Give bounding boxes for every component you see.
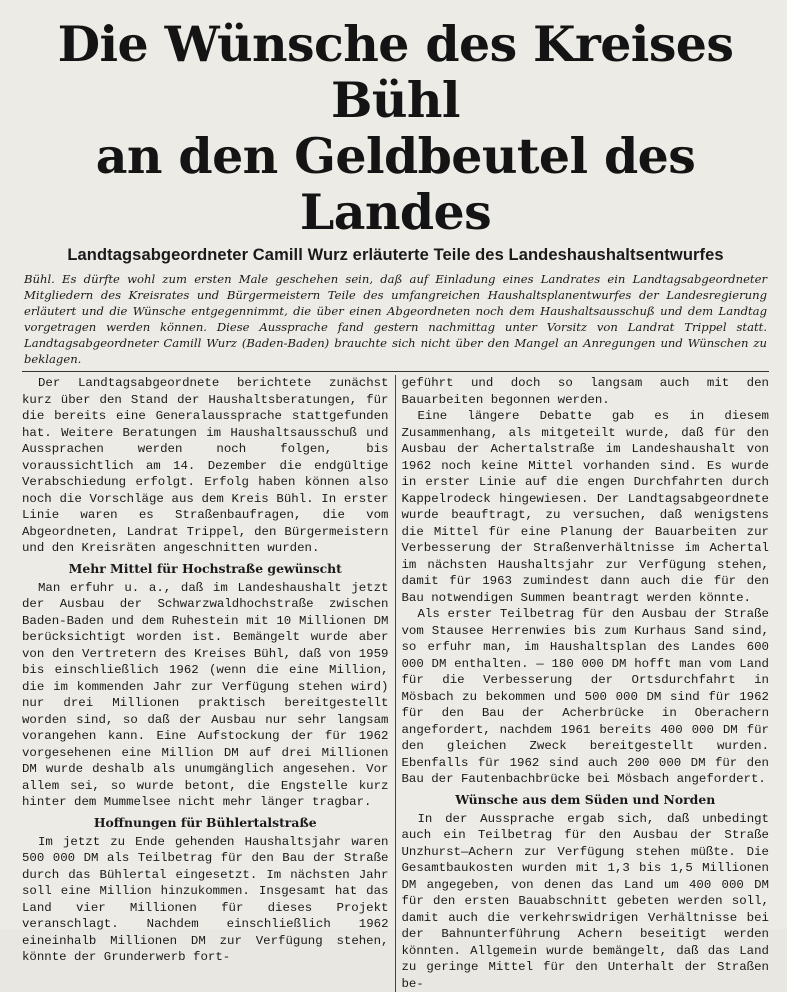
- paragraph: Der Landtagsabgeordnete berichtete zunächst kurz über den Stand der Haushaltsberatungen, für die bereits eine Generalaussprache stattgefunden hat. Weitere Beratungen im Haushaltsausschuß und Aussprachen werden noch folgen, bis voraussichtlich am 14. Dezember die endgültige Verabschiedung erfolgt. Erfolg haben können also noch die Vorschläge aus dem Kreis Bühl. In erster Linie waren es Straßenbaufragen, die vom Abgeordneten, Landrat Trippel, den Bürgermeistern und den Kreisräten angeschnitten wurden.: [22, 375, 389, 557]
- left-column: [22, 375, 396, 992]
- headline-line-2: an den Geldbeutel des Landes: [96, 127, 695, 241]
- paragraph: Im jetzt zu Ende gehenden Haushaltsjahr waren 500 000 DM als Teilbetrag für den Bau der Straße durch das Bühlertal eingesetzt. Im nächsten Jahr soll eine Million hinzukommen. Insgesamt hat das Land vier Millionen für dieses Projekt veranschlagt. Nachdem einschließlich 1962 eineinhalb Millionen DM zur Verfügung stehen, könnte der Grunderwerb fort-: [22, 834, 389, 966]
- intro-paragraph: Bühl. Es dürfte wohl zum ersten Male geschehen sein, daß auf Einladung eines Landrates ein Landtagsabgeordneter Mitgliedern des Kreisrates und Bürgermeistern Teile des umfangreichen Haushaltsplanentwurfes der Landesregierung erläutert und die Wünsche entgegennimmt, die über einen Abgeordneten noch dem Haushaltsausschuß und dem Landtag vorgetragen werden können. Diese Aussprache fand gestern nachmittag unter Vorsitz von Landrat Trippel statt. Landtagsabgeordneter Camill Wurz (Baden-Baden) brauchte sich nicht über den Mangel an Anregungen und Wünschen zu beklagen.: [22, 271, 769, 367]
- headline-line-1: Die Wünsche des Kreises Bühl: [58, 15, 734, 129]
- headline: [22, 16, 769, 240]
- paragraph: Man erfuhr u. a., daß im Landeshaushalt jetzt der Ausbau der Schwarzwaldhochstraße zwischen Baden-Baden und dem Ruhestein mit 10 Millionen DM berücksichtigt worden ist. Bemängelt wurde aber von den Vertretern des Kreises Bühl, daß von 1959 bis einschließlich 1962 (wenn die eine Million, die im kommenden Jahr zur Verfügung stehen wird) nur drei Millionen praktisch bereitgestellt worden sind, so daß der Ausbau nur sehr langsam vorangehen kann. Eine Aufstockung der für 1962 vorgesehenen eine Million DM auf drei Millionen DM wurde deshalb als unumgänglich angesehen. Vor allem sei, so wurde betont, die Engstelle kurz hinter dem Mummelsee nicht mehr länger tragbar.: [22, 580, 389, 811]
- right-column: [396, 375, 770, 992]
- subheadline: Landtagsabgeordneter Camill Wurz erläuterte Teile des Landeshaushaltsentwurfes: [22, 246, 769, 265]
- divider: [22, 371, 769, 372]
- section-heading: Mehr Mittel für Hochstraße gewünscht: [22, 561, 389, 577]
- paragraph: geführt und doch so langsam auch mit den Bauarbeiten begonnen werden.: [402, 375, 770, 408]
- paragraph: Eine längere Debatte gab es in diesem Zusammenhang, als mitgeteilt wurde, daß für den Ausbau der Achertalstraße im Landeshaushalt von 1962 noch keine Mittel vorhanden sind. Es wurde in erster Linie auf die engen Durchfahrten durch Kappelrodeck hingewiesen. Der Landtagsabgeordnete wurde beauftragt, zu versuchen, daß wenigstens die Mittel für eine Planung der Bauarbeiten zur Verbesserung der Straßenverhältnisse im Achertal im nächsten Haushaltsjahr zur Verfügung stehen, damit für 1963 zumindest dann auch die für den Bau notwendigen Summen beantragt werden könnte.: [402, 408, 770, 606]
- section-heading: Wünsche aus dem Süden und Norden: [402, 792, 770, 808]
- paragraph: Als erster Teilbetrag für den Ausbau der Straße vom Stausee Herrenwies bis zum Kurhaus Sand sind, so erfuhr man, im Haushaltsplan des Landes 600 000 DM enthalten. — 180 000 DM hofft man vom Land für die Verbesserung der Ortsdurchfahrt in Mösbach zu bekommen und 500 000 DM sind für 1962 für den Bau der Acherbrücke in Oberachern angefordert, nachdem 1961 bereits 400 000 DM für den gleichen Zweck bereitgestellt wurden. Ebenfalls für 1962 sind auch 200 000 DM für den Bau der Fautenbachbrücke bei Mösbach angefordert.: [402, 606, 770, 788]
- paragraph: In der Aussprache ergab sich, daß unbedingt auch ein Teilbetrag für den Ausbau der Straße Unzhurst—Achern zur Verfügung stehen müßte. Die Gesamtbaukosten wurden mit 1,3 bis 1,5 Millionen DM angegeben, von denen das Land um 400 000 DM für den ersten Bauabschnitt gebeten werden soll, damit auch die verkehrswidrigen Verhältnisse bei der Bahnunterführung Achern beseitigt werden könnten. Allgemein wurde bemängelt, daß das Land zu geringe Mittel für den Unterhalt der Straßen be-: [402, 811, 770, 992]
- section-heading: Hoffnungen für Bühlertalstraße: [22, 815, 389, 831]
- article-columns: [22, 375, 769, 992]
